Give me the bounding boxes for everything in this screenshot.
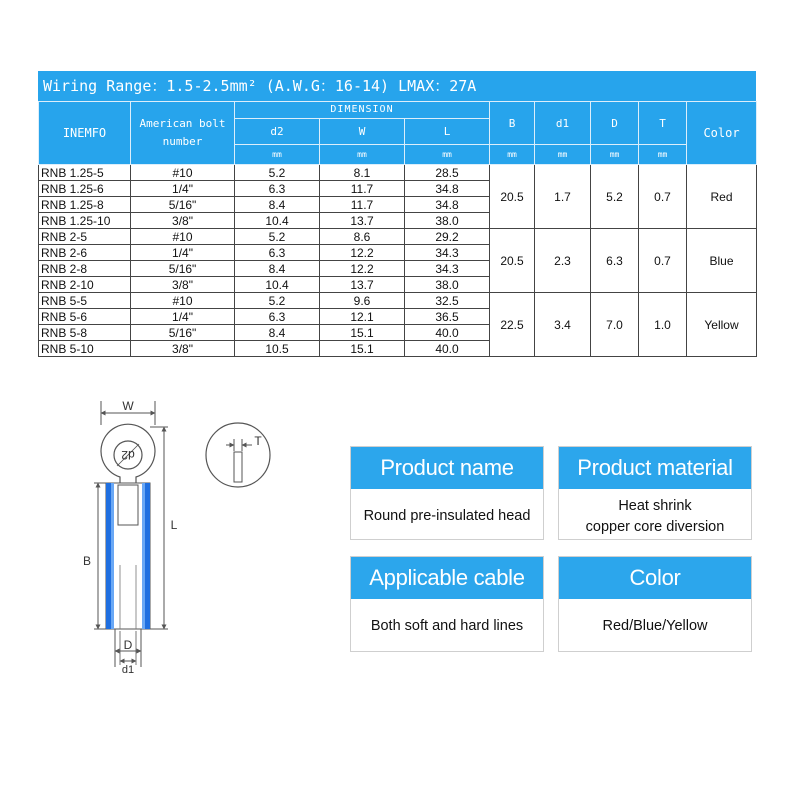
w-cell: 9.6: [320, 293, 405, 309]
feature-text: Both soft and hard lines: [370, 618, 524, 635]
table-row: [39, 229, 757, 245]
l-cell: 36.5: [405, 309, 490, 325]
label-l: L: [170, 518, 178, 532]
w-cell: 8.1: [320, 165, 405, 181]
feature-product-material: [558, 446, 752, 540]
feature-title: Product name: [351, 447, 543, 489]
dimension-header: DIMENSION: [235, 102, 490, 119]
col-header-d2: d2: [235, 119, 320, 145]
bolt-cell: 3/8": [131, 213, 235, 229]
table-row: [39, 293, 757, 309]
col-header-d1: d1: [535, 102, 591, 145]
l-cell: 40.0: [405, 325, 490, 341]
d2-cell: 6.3: [235, 309, 320, 325]
feature-text-line: copper core diversion: [585, 519, 725, 535]
d-cell: 5.2: [591, 165, 639, 229]
label-d: D: [123, 638, 133, 652]
l-cell: 32.5: [405, 293, 490, 309]
d2-cell: 8.4: [235, 325, 320, 341]
spec-table-title: Wiring Range：1.5-2.5mm² (A.W.G：16-14) LMAX：27A: [38, 71, 756, 101]
bolt-header: American bolt number: [131, 102, 235, 165]
bolt-cell: 1/4": [131, 245, 235, 261]
feature-title: Product material: [559, 447, 751, 489]
d2-cell: 6.3: [235, 245, 320, 261]
bolt-cell: 1/4": [131, 181, 235, 197]
d2-cell: 10.4: [235, 213, 320, 229]
l-cell: 38.0: [405, 277, 490, 293]
feature-color: [558, 556, 752, 652]
bolt-cell: 5/16": [131, 261, 235, 277]
model-cell: RNB 2-8: [39, 261, 131, 277]
l-cell: 34.8: [405, 181, 490, 197]
col-header-l: L: [405, 119, 490, 145]
d1-cell: 1.7: [535, 165, 591, 229]
d2-cell: 8.4: [235, 197, 320, 213]
feature-product-name: [350, 446, 544, 540]
bolt-cell: 3/8": [131, 341, 235, 357]
feature-title: Color: [559, 557, 751, 599]
color-cell: Blue: [687, 229, 757, 293]
d2-cell: 5.2: [235, 165, 320, 181]
bolt-cell: 5/16": [131, 325, 235, 341]
label-b: B: [82, 554, 92, 568]
feature-title: Applicable cable: [351, 557, 543, 599]
col-header-d: D: [591, 102, 639, 145]
bolt-cell: #10: [131, 165, 235, 181]
b-cell: 20.5: [490, 229, 535, 293]
model-cell: RNB 2-10: [39, 277, 131, 293]
bolt-cell: 1/4": [131, 309, 235, 325]
unit-cell: mm: [639, 145, 687, 165]
l-cell: 34.3: [405, 245, 490, 261]
col-header-b: B: [490, 102, 535, 145]
feature-text: Red/Blue/Yellow: [602, 618, 708, 635]
spec-table: [38, 101, 757, 357]
l-cell: 34.3: [405, 261, 490, 277]
feature-text: Round pre-insulated head: [363, 508, 531, 525]
unit-cell: mm: [235, 145, 320, 165]
bolt-cell: #10: [131, 293, 235, 309]
l-cell: 40.0: [405, 341, 490, 357]
feature-applicable-cable: [350, 556, 544, 652]
model-cell: RNB 5-5: [39, 293, 131, 309]
w-cell: 15.1: [320, 325, 405, 341]
unit-cell: mm: [591, 145, 639, 165]
l-cell: 28.5: [405, 165, 490, 181]
model-cell: RNB 1.25-5: [39, 165, 131, 181]
model-header: INEMFO: [39, 102, 131, 165]
t-cell: 0.7: [639, 165, 687, 229]
w-cell: 13.7: [320, 277, 405, 293]
d2-cell: 5.2: [235, 229, 320, 245]
model-cell: RNB 1.25-6: [39, 181, 131, 197]
d2-cell: 10.4: [235, 277, 320, 293]
l-cell: 38.0: [405, 213, 490, 229]
w-cell: 12.2: [320, 245, 405, 261]
model-cell: RNB 1.25-8: [39, 197, 131, 213]
col-header-t: T: [639, 102, 687, 145]
color-header: Color: [687, 102, 757, 165]
bolt-cell: 3/8": [131, 277, 235, 293]
d-cell: 6.3: [591, 229, 639, 293]
feature-text: [559, 489, 751, 545]
label-d1: d1: [121, 664, 135, 676]
label-t: T: [254, 434, 262, 448]
model-cell: RNB 5-10: [39, 341, 131, 357]
table-row: [39, 165, 757, 181]
d2-cell: 8.4: [235, 261, 320, 277]
col-header-w: W: [320, 119, 405, 145]
bolt-cell: 5/16": [131, 197, 235, 213]
l-cell: 29.2: [405, 229, 490, 245]
barrel: [118, 485, 138, 525]
terminal-diagram: [70, 395, 360, 695]
label-d2: d2: [121, 448, 135, 462]
w-cell: 13.7: [320, 213, 405, 229]
w-cell: 8.6: [320, 229, 405, 245]
label-w: W: [122, 399, 134, 413]
model-cell: RNB 5-8: [39, 325, 131, 341]
unit-cell: mm: [405, 145, 490, 165]
l-cell: 34.8: [405, 197, 490, 213]
d1-cell: 3.4: [535, 293, 591, 357]
d2-cell: 10.5: [235, 341, 320, 357]
model-cell: RNB 1.25-10: [39, 213, 131, 229]
w-cell: 11.7: [320, 197, 405, 213]
d-cell: 7.0: [591, 293, 639, 357]
bolt-cell: #10: [131, 229, 235, 245]
unit-cell: mm: [535, 145, 591, 165]
b-cell: 22.5: [490, 293, 535, 357]
unit-cell: mm: [320, 145, 405, 165]
model-cell: RNB 2-6: [39, 245, 131, 261]
d1-cell: 2.3: [535, 229, 591, 293]
d2-cell: 6.3: [235, 181, 320, 197]
t-cell: 1.0: [639, 293, 687, 357]
feature-text-line: Heat shrink: [618, 497, 692, 514]
d2-cell: 5.2: [235, 293, 320, 309]
t-cell: 0.7: [639, 229, 687, 293]
unit-cell: mm: [490, 145, 535, 165]
w-cell: 12.2: [320, 261, 405, 277]
model-cell: RNB 5-6: [39, 309, 131, 325]
color-cell: Yellow: [687, 293, 757, 357]
w-cell: 12.1: [320, 309, 405, 325]
model-cell: RNB 2-5: [39, 229, 131, 245]
color-cell: Red: [687, 165, 757, 229]
w-cell: 15.1: [320, 341, 405, 357]
w-cell: 11.7: [320, 181, 405, 197]
b-cell: 20.5: [490, 165, 535, 229]
